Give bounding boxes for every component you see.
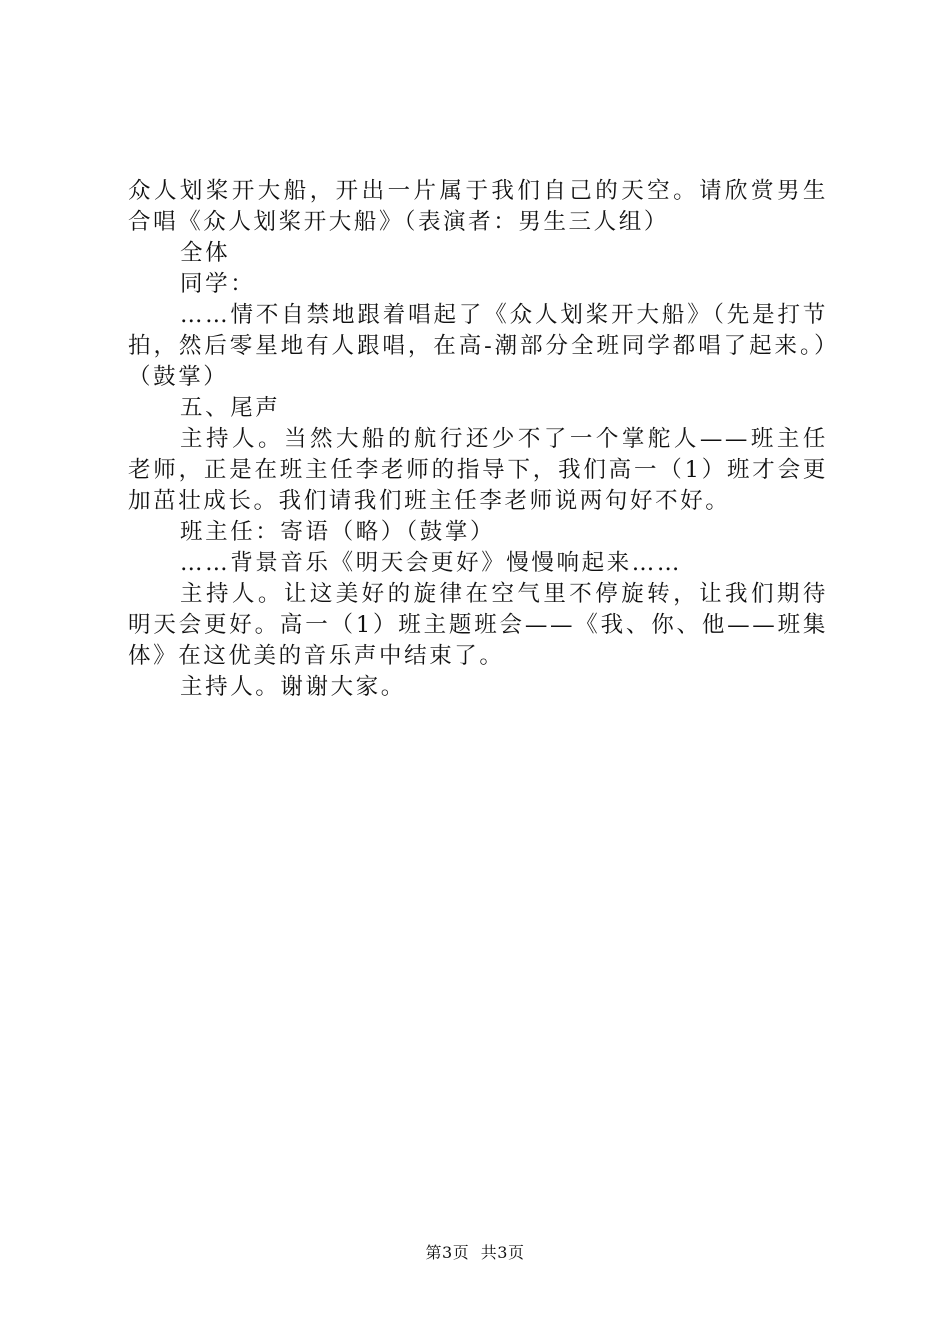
paragraph: 同学： xyxy=(180,271,256,297)
paragraph: 主持人。谢谢大家。 xyxy=(180,674,406,700)
document-body xyxy=(128,176,828,703)
paragraph: 班主任：寄语（略）（鼓掌） xyxy=(180,519,496,545)
paragraph: 众人划桨开大船，开出一片属于我们自己的天空。请欣赏男生合唱《众人划桨开大船》（表演者：男生三人组） xyxy=(128,178,828,235)
paragraph: ……情不自禁地跟着唱起了《众人划桨开大船》（先是打节拍，然后零星地有人跟唱，在高-潮部分全班同学都唱了起来。）（鼓掌） xyxy=(128,302,828,390)
paragraph: 主持人。当然大船的航行还少不了一个掌舵人——班主任老师，正是在班主任李老师的指导下，我们高一（1）班才会更加茁壮成长。我们请我们班主任李老师说两句好不好。 xyxy=(128,426,828,514)
page-number: 第3页 xyxy=(425,1243,470,1262)
paragraph: 主持人。让这美好的旋律在空气里不停旋转，让我们期待明天会更好。高一（1）班主题班会——《我、你、他——班集体》在这优美的音乐声中结束了。 xyxy=(128,581,828,669)
paragraph: ……背景音乐《明天会更好》慢慢响起来…… xyxy=(180,550,683,576)
page-footer xyxy=(0,1243,950,1263)
paragraph: 全体 xyxy=(180,240,231,266)
section-heading: 五、尾声 xyxy=(180,395,281,421)
page-total: 共3页 xyxy=(480,1243,525,1262)
